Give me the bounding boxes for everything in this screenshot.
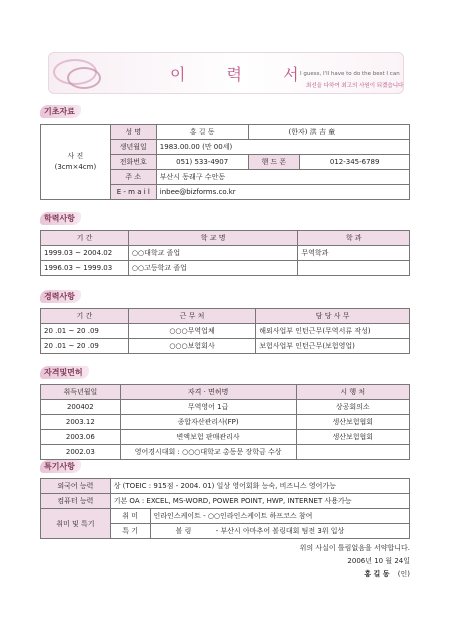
edu-period: 1999.03 ~ 2004.02 — [41, 246, 129, 261]
license-date: 2003.06 — [41, 430, 121, 445]
career-duty: 보험사업부 인턴근무(보험영업) — [256, 339, 410, 354]
birth-label: 생년월일 — [110, 140, 156, 155]
section-label-special: 특기사항 — [40, 460, 81, 473]
edu-header-major: 학 과 — [298, 231, 410, 246]
section-label-career: 경력사항 — [40, 290, 81, 303]
phone-label: 전화번호 — [110, 155, 156, 170]
seal-mark: (인) — [397, 570, 410, 578]
photo-size: (3cm×4cm) — [54, 163, 97, 171]
photo-box — [41, 125, 111, 200]
address-value: 부산시 동래구 수안동 — [156, 170, 409, 185]
edu-period: 1996.03 ~ 1999.03 — [41, 261, 129, 276]
photo-label: 사 진 — [67, 152, 84, 160]
talent-sub-label: 특 기 — [110, 524, 150, 539]
talent-detail: - 부산시 아마추어 볼링대회 팀전 3위 입상 — [215, 527, 345, 535]
license-table — [40, 384, 410, 460]
license-date: 200402 — [41, 400, 121, 415]
table-row — [41, 261, 410, 276]
license-header-name: 자격 · 면허명 — [120, 385, 296, 400]
computer-label: 컴퓨터 능력 — [41, 494, 111, 509]
section-label-basic: 기초자료 — [40, 105, 81, 118]
hobby-sub-label: 취 미 — [110, 509, 150, 524]
license-issuer: 생산보험협회 — [296, 430, 410, 445]
name-label: 성 명 — [110, 125, 156, 140]
license-header-date: 취득년월일 — [41, 385, 121, 400]
language-label: 외국어 능력 — [41, 479, 111, 494]
language-value: 상 (TOEIC : 915점 - 2004. 01) 일상 영어회화 능숙, 비즈니스 영어가능 — [110, 479, 409, 494]
license-issuer — [296, 445, 410, 460]
hobby-value: 인라인스케이트 - ○○인라인스케이트 하프코스 참여 — [150, 509, 409, 524]
edu-header-period: 기 간 — [41, 231, 129, 246]
license-name: 무역영어 1급 — [120, 400, 296, 415]
edu-school: ○○고등학교 졸업 — [128, 261, 297, 276]
hanja-name: (한자) 洪 吉 童 — [248, 125, 409, 140]
mobile-value: 012-345-6789 — [300, 155, 410, 170]
license-issuer: 상공회의소 — [296, 400, 410, 415]
computer-value: 기본 OA : EXCEL, MS-WORD, POWER POINT, HWP, INTERNET 사용가능 — [110, 494, 409, 509]
signature-line — [0, 569, 410, 579]
career-header-company: 근 무 처 — [128, 309, 255, 324]
education-table — [40, 230, 410, 276]
pledge-statement: 위의 사실이 틀림없음을 서약합니다. — [299, 544, 410, 552]
pledge-date: 2006년 10 월 24일 — [347, 557, 410, 565]
page-title: 이 력 서 — [170, 65, 317, 84]
talent-value — [150, 524, 409, 539]
career-header-period: 기 간 — [41, 309, 129, 324]
name-value: 홍 길 동 — [156, 125, 248, 140]
special-table — [40, 478, 410, 539]
table-row — [41, 430, 410, 445]
career-duty: 해외사업부 인턴근무(무역서류 작성) — [256, 324, 410, 339]
career-company: ○○○무역업체 — [128, 324, 255, 339]
phone-value: 051) 533-4907 — [156, 155, 248, 170]
hobby-label: 취미 및 특기 — [41, 509, 111, 539]
edu-major — [298, 261, 410, 276]
slogan-english: I guess, I'll have to do the best I can — [300, 71, 400, 77]
license-name: 변액보험 판매관리사 — [120, 430, 296, 445]
career-period: 20 .01 ~ 20 .09 — [41, 324, 129, 339]
basic-info-table — [40, 124, 410, 200]
table-row — [41, 445, 410, 460]
edu-header-school: 학 교 명 — [128, 231, 297, 246]
table-row — [41, 339, 410, 354]
email-label: E - m a i l — [110, 185, 156, 200]
table-row — [41, 400, 410, 415]
swirl-decoration — [67, 67, 101, 89]
license-name: 영어경시대회 : ○○○대학교 총동문 장학금 수상 — [120, 445, 296, 460]
mobile-label: 핸 드 폰 — [248, 155, 300, 170]
email-value: inbee@bizforms.co.kr — [156, 185, 409, 200]
edu-school: ○○대학교 졸업 — [128, 246, 297, 261]
license-date: 2003.12 — [41, 415, 121, 430]
career-period: 20 .01 ~ 20 .09 — [41, 339, 129, 354]
section-label-license: 자격및면허 — [40, 366, 89, 379]
license-issuer: 생산보험협회 — [296, 415, 410, 430]
license-date: 2002.03 — [41, 445, 121, 460]
birth-value: 1983.00.00 (만 00세) — [156, 140, 409, 155]
edu-major: 무역학과 — [298, 246, 410, 261]
career-table — [40, 308, 410, 354]
career-company: ○○○보험회사 — [128, 339, 255, 354]
section-label-education: 학력사항 — [40, 212, 81, 225]
table-row — [41, 246, 410, 261]
table-row — [41, 415, 410, 430]
license-name: 종합자산관리사(FP) — [120, 415, 296, 430]
table-row — [41, 324, 410, 339]
talent-item: 볼 링 — [175, 527, 192, 535]
career-header-duty: 담 당 사 무 — [256, 309, 410, 324]
signer-name: 홍 길 동 — [364, 570, 390, 578]
address-label: 주 소 — [110, 170, 156, 185]
license-header-issuer: 시 행 처 — [296, 385, 410, 400]
slogan-korean: 최선을 다하여 최고의 사원이 되겠습니다 — [306, 83, 404, 89]
